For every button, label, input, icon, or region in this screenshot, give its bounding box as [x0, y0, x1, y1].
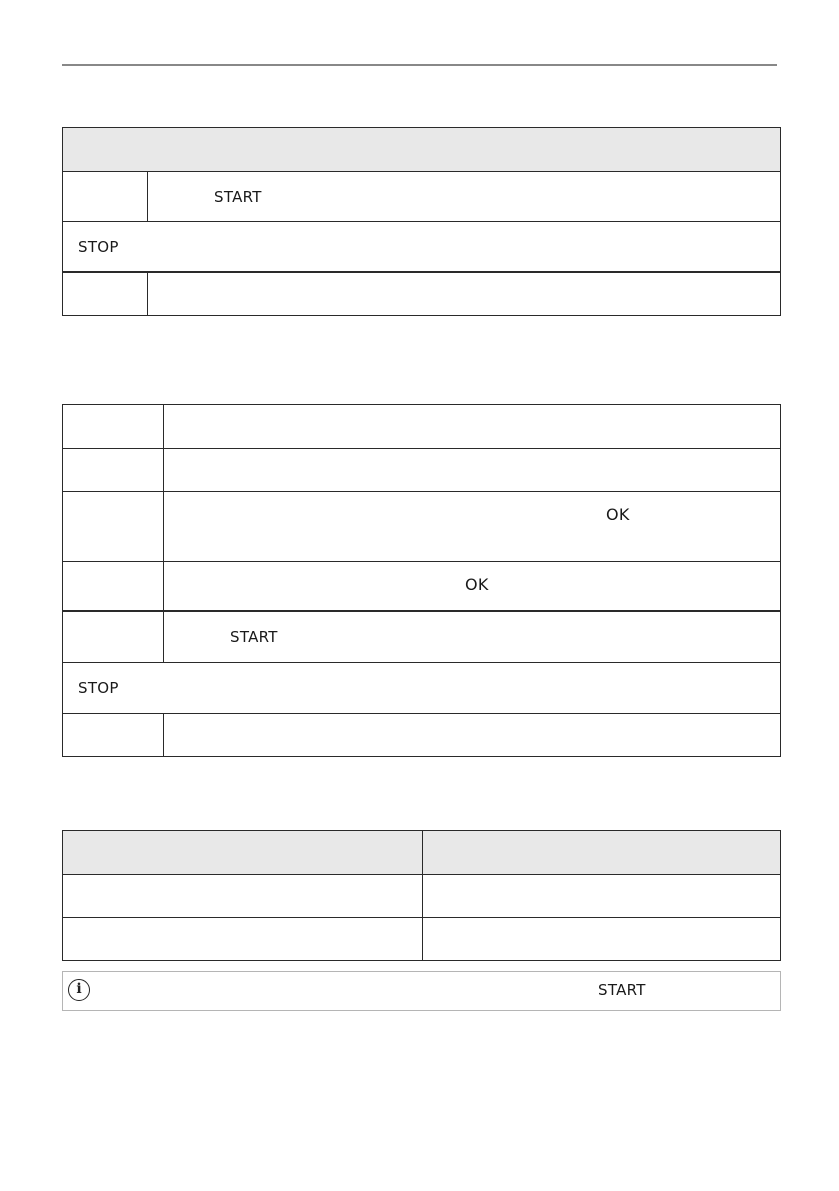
- table-cell: [63, 875, 423, 917]
- step-cell: [63, 449, 164, 491]
- instruction-cell: [63, 222, 780, 271]
- table-cell: [423, 918, 780, 960]
- table-1: [62, 127, 781, 316]
- table-row: [63, 273, 780, 315]
- instruction-cell: [63, 663, 780, 713]
- table-row: [63, 449, 780, 492]
- ok-key-label: OK: [465, 575, 489, 594]
- table-row: [63, 492, 780, 562]
- table-row: [63, 405, 780, 449]
- table-row: [63, 663, 780, 714]
- step-cell: [63, 562, 164, 610]
- header-cell: [63, 831, 423, 874]
- step-cell: [63, 172, 148, 221]
- instruction-cell: [164, 562, 780, 610]
- stop-key-label: STOP: [78, 679, 119, 697]
- table-row: [63, 562, 780, 612]
- instruction-cell: [164, 405, 780, 448]
- table-row: [63, 875, 780, 918]
- instruction-cell: [164, 492, 780, 561]
- step-cell: [63, 273, 148, 315]
- table-cell: [63, 918, 423, 960]
- header-cell: [423, 831, 780, 874]
- table-row: [63, 714, 780, 756]
- instruction-cell: [164, 612, 780, 662]
- header-rule: [62, 64, 777, 66]
- table-row: [63, 918, 780, 960]
- table-cell: [423, 875, 780, 917]
- step-cell: [63, 405, 164, 448]
- step-cell: [63, 612, 164, 662]
- table-header-row: [63, 128, 780, 172]
- table-2: [62, 404, 781, 757]
- info-icon: i: [68, 979, 90, 1001]
- start-key-label: START: [598, 981, 646, 999]
- step-cell: [63, 492, 164, 561]
- table-row: [63, 222, 780, 273]
- step-cell: [63, 714, 164, 756]
- table-row: [63, 612, 780, 663]
- info-note: [62, 971, 781, 1011]
- stop-key-label: STOP: [78, 238, 119, 256]
- table-3: [62, 830, 781, 961]
- table-header-row: [63, 831, 780, 875]
- instruction-cell: [148, 273, 780, 315]
- instruction-cell: [164, 449, 780, 491]
- ok-key-label: OK: [606, 505, 630, 524]
- instruction-cell: [164, 714, 780, 756]
- start-key-label: START: [214, 188, 262, 206]
- table-row: [63, 172, 780, 222]
- instruction-cell: [148, 172, 780, 221]
- start-key-label: START: [230, 628, 278, 646]
